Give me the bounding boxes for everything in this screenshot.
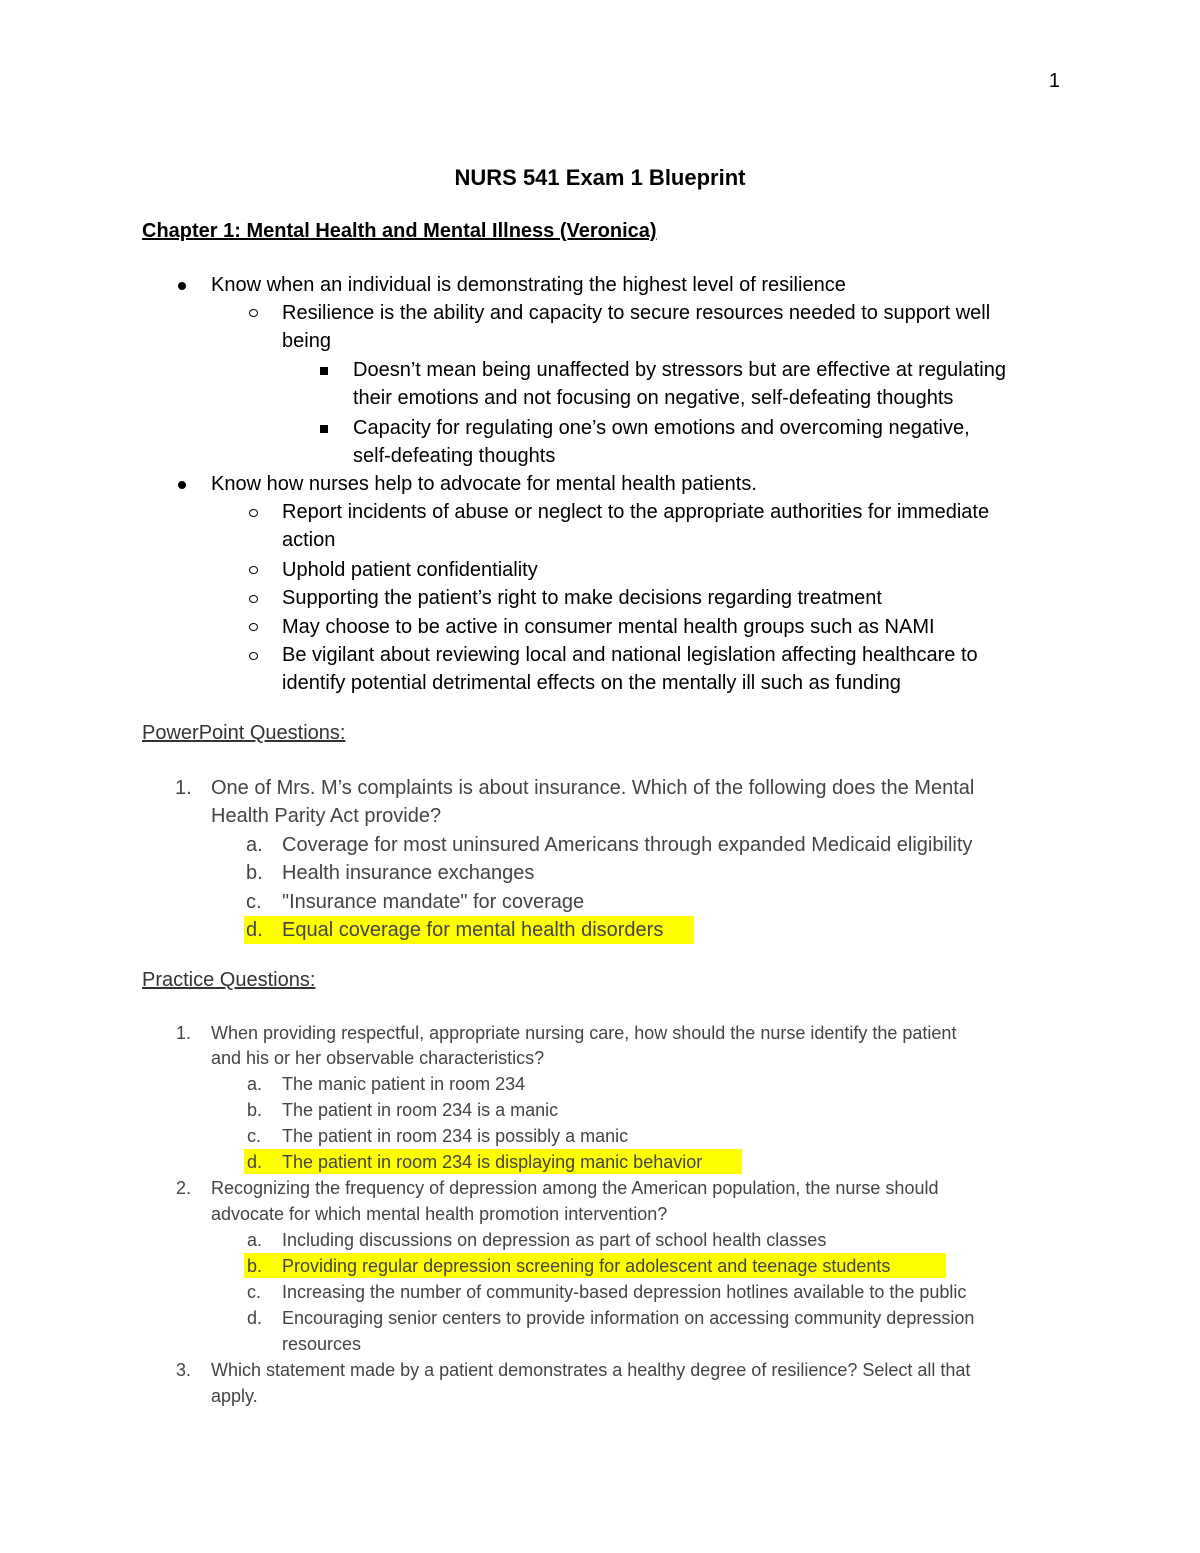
answer-marker: d.: [247, 1308, 263, 1328]
answer-option: The manic patient in room 234: [282, 1074, 526, 1094]
outline-subsubitem-line: Doesn’t mean being unaffected by stressors but are effective at regulating: [353, 359, 1006, 381]
bullet-circle-icon: [249, 566, 258, 574]
outline-subitem-line: Report incidents of abuse or neglect to the appropriate authorities for immediate: [282, 501, 990, 523]
question-number: 1.: [176, 1023, 192, 1043]
powerpoint-heading: PowerPoint Questions:: [142, 722, 346, 744]
bullet-circle-icon: [249, 595, 258, 603]
question-text-line: Which statement made by a patient demonstrates a healthy degree of resilience? Select all that: [211, 1360, 971, 1380]
answer-marker: c.: [246, 891, 262, 913]
question-number: 3.: [176, 1360, 192, 1380]
chapter-heading: Chapter 1: Mental Health and Mental Illness (Veronica): [142, 220, 657, 242]
question-text-line: and his or her observable characteristics?: [211, 1048, 545, 1068]
question-text-line: Recognizing the frequency of depression among the American population, the nurse should: [211, 1178, 939, 1198]
answer-marker: b.: [247, 1100, 263, 1120]
answer-marker: a.: [247, 1074, 263, 1094]
bullet-circle-icon: [249, 652, 258, 660]
outline-subitem-line: Supporting the patient’s right to make decisions regarding treatment: [282, 587, 882, 609]
answer-marker: c.: [247, 1126, 262, 1146]
outline-subsubitem-line: their emotions and not focusing on negative, self-defeating thoughts: [353, 387, 954, 409]
outline-item-2: Know how nurses help to advocate for mental health patients.: [211, 473, 757, 495]
answer-option: resources: [282, 1334, 362, 1354]
bullet-disc-icon: [178, 282, 186, 290]
answer-marker: b.: [246, 862, 263, 884]
answer-marker: a.: [247, 1230, 263, 1250]
outline-subsubitem-line: Capacity for regulating one’s own emotions and overcoming negative,: [353, 417, 970, 439]
outline-subitem-line: Resilience is the ability and capacity to secure resources needed to support well: [282, 302, 991, 324]
answer-option: The patient in room 234 is possibly a manic: [282, 1126, 629, 1146]
question-text-line: advocate for which mental health promotion intervention?: [211, 1204, 668, 1224]
answer-marker: b.: [247, 1256, 263, 1276]
answer-option: Health insurance exchanges: [282, 862, 535, 884]
answer-option: The patient in room 234 is a manic: [282, 1100, 559, 1120]
bullet-square-icon: [320, 367, 328, 375]
question-text-line: apply.: [211, 1386, 258, 1406]
outline-subsubitem-line: self-defeating thoughts: [353, 445, 556, 467]
question-number: 1.: [175, 777, 192, 799]
bullet-circle-icon: [249, 509, 258, 517]
answer-option-correct: The patient in room 234 is displaying manic behavior: [282, 1152, 703, 1172]
bullet-circle-icon: [249, 623, 258, 631]
outline-item-1: Know when an individual is demonstrating the highest level of resilience: [211, 274, 846, 296]
bullet-disc-icon: [178, 481, 186, 489]
answer-option-correct: Equal coverage for mental health disorders: [282, 919, 664, 941]
answer-marker: d.: [247, 1152, 263, 1172]
answer-marker: c.: [247, 1282, 262, 1302]
answer-option: "Insurance mandate" for coverage: [282, 891, 585, 913]
answer-option: Including discussions on depression as part of school health classes: [282, 1230, 827, 1250]
outline-subitem-line: identify potential detrimental effects on the mentally ill such as funding: [282, 672, 901, 694]
answer-marker: d.: [246, 919, 263, 941]
answer-option-correct: Providing regular depression screening for adolescent and teenage students: [282, 1256, 891, 1276]
question-text-line: One of Mrs. M’s complaints is about insurance. Which of the following does the Mental: [211, 777, 975, 799]
answer-option: Coverage for most uninsured Americans through expanded Medicaid eligibility: [282, 834, 973, 856]
page-number: 1: [1048, 70, 1060, 92]
outline-subitem-line: being: [282, 330, 331, 352]
answer-option: Encouraging senior centers to provide information on accessing community depression: [282, 1308, 975, 1328]
outline-subitem-line: action: [282, 529, 336, 551]
practice-heading: Practice Questions:: [142, 969, 316, 991]
bullet-circle-icon: [249, 309, 258, 317]
outline-subitem-line: Uphold patient confidentiality: [282, 559, 538, 581]
bullet-square-icon: [320, 425, 328, 433]
outline-subitem-line: May choose to be active in consumer mental health groups such as NAMI: [282, 616, 935, 638]
question-text-line: When providing respectful, appropriate nursing care, how should the nurse identify the patient: [211, 1023, 957, 1043]
answer-marker: a.: [246, 834, 263, 856]
question-text-line: Health Parity Act provide?: [211, 805, 442, 827]
outline-subitem-line: Be vigilant about reviewing local and national legislation affecting healthcare to: [282, 644, 978, 666]
question-number: 2.: [176, 1178, 192, 1198]
document-title: NURS 541 Exam 1 Blueprint: [454, 165, 746, 190]
answer-option: Increasing the number of community-based depression hotlines available to the public: [282, 1282, 967, 1302]
